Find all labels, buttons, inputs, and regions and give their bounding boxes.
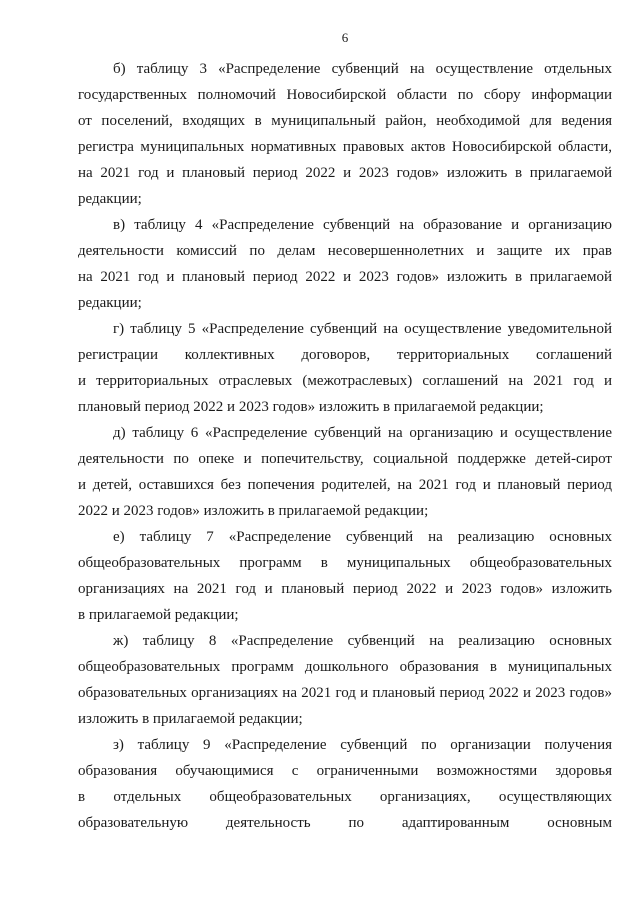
text-line: плановый период 2022 и 2023 годов» изложить в прилагаемой редакции;	[78, 399, 544, 415]
text-line: общеобразовательных программ в муниципальных общеобразовательных	[78, 555, 612, 571]
text-line: е) таблицу 7 «Распределение субвенций на реализацию основных	[113, 529, 612, 545]
text-line: з) таблицу 9 «Распределение субвенций по организации получения	[113, 737, 612, 753]
text-line: образования обучающимися с ограниченными возможностями здоровья	[78, 763, 612, 779]
text-line: ж) таблицу 8 «Распределение субвенций на реализацию основных	[113, 633, 612, 649]
text-line: образовательных организациях на 2021 год и плановый период 2022 и 2023 годов»	[78, 685, 612, 701]
text-line: редакции;	[78, 295, 142, 311]
text-line: организациях на 2021 год и плановый период 2022 и 2023 годов» изложить	[78, 581, 612, 597]
paragraph	[78, 316, 612, 420]
text-line: и детей, оставшихся без попечения родителей, на 2021 год и плановый период	[78, 477, 612, 493]
text-line: г) таблицу 5 «Распределение субвенций на осуществление уведомительной	[113, 321, 612, 337]
text-line: деятельности по опеке и попечительству, социальной поддержке детей-сирот	[78, 451, 612, 467]
text-line: редакции;	[78, 191, 142, 207]
text-line: общеобразовательных программ дошкольного образования в муниципальных	[78, 659, 612, 675]
text-line: в) таблицу 4 «Распределение субвенций на образование и организацию	[113, 217, 612, 233]
text-line: деятельности комиссий по делам несовершеннолетних и защите их прав	[78, 243, 612, 259]
paragraph	[78, 524, 612, 628]
paragraph	[78, 420, 612, 524]
paragraph	[78, 628, 612, 732]
text-line: на 2021 год и плановый период 2022 и 2023 годов» изложить в прилагаемой	[78, 165, 612, 181]
text-line: 2022 и 2023 годов» изложить в прилагаемой редакции;	[78, 503, 429, 519]
paragraph	[78, 56, 612, 212]
document-body	[78, 56, 612, 836]
text-line: в прилагаемой редакции;	[78, 607, 239, 623]
paragraph	[78, 212, 612, 316]
page-number: 6	[341, 30, 349, 45]
text-line: изложить в прилагаемой редакции;	[78, 711, 303, 727]
text-line: от поселений, входящих в муниципальный район, необходимой для ведения	[78, 113, 612, 129]
text-line: государственных полномочий Новосибирской области по сбору информации	[78, 87, 612, 103]
text-line: на 2021 год и плановый период 2022 и 2023 годов» изложить в прилагаемой	[78, 269, 612, 285]
text-line: регистрации коллективных договоров, территориальных соглашений	[78, 347, 612, 363]
text-line: б) таблицу 3 «Распределение субвенций на осуществление отдельных	[113, 61, 612, 77]
text-line: образовательную деятельность по адаптированным основным	[78, 815, 612, 831]
text-line: в отдельных общеобразовательных организациях, осуществляющих	[78, 789, 612, 805]
text-line: д) таблицу 6 «Распределение субвенций на организацию и осуществление	[113, 425, 612, 441]
text-line: и территориальных отраслевых (межотраслевых) соглашений на 2021 год и	[78, 373, 612, 389]
text-line: регистра муниципальных нормативных правовых актов Новосибирской области,	[78, 139, 612, 155]
paragraph	[78, 732, 612, 836]
